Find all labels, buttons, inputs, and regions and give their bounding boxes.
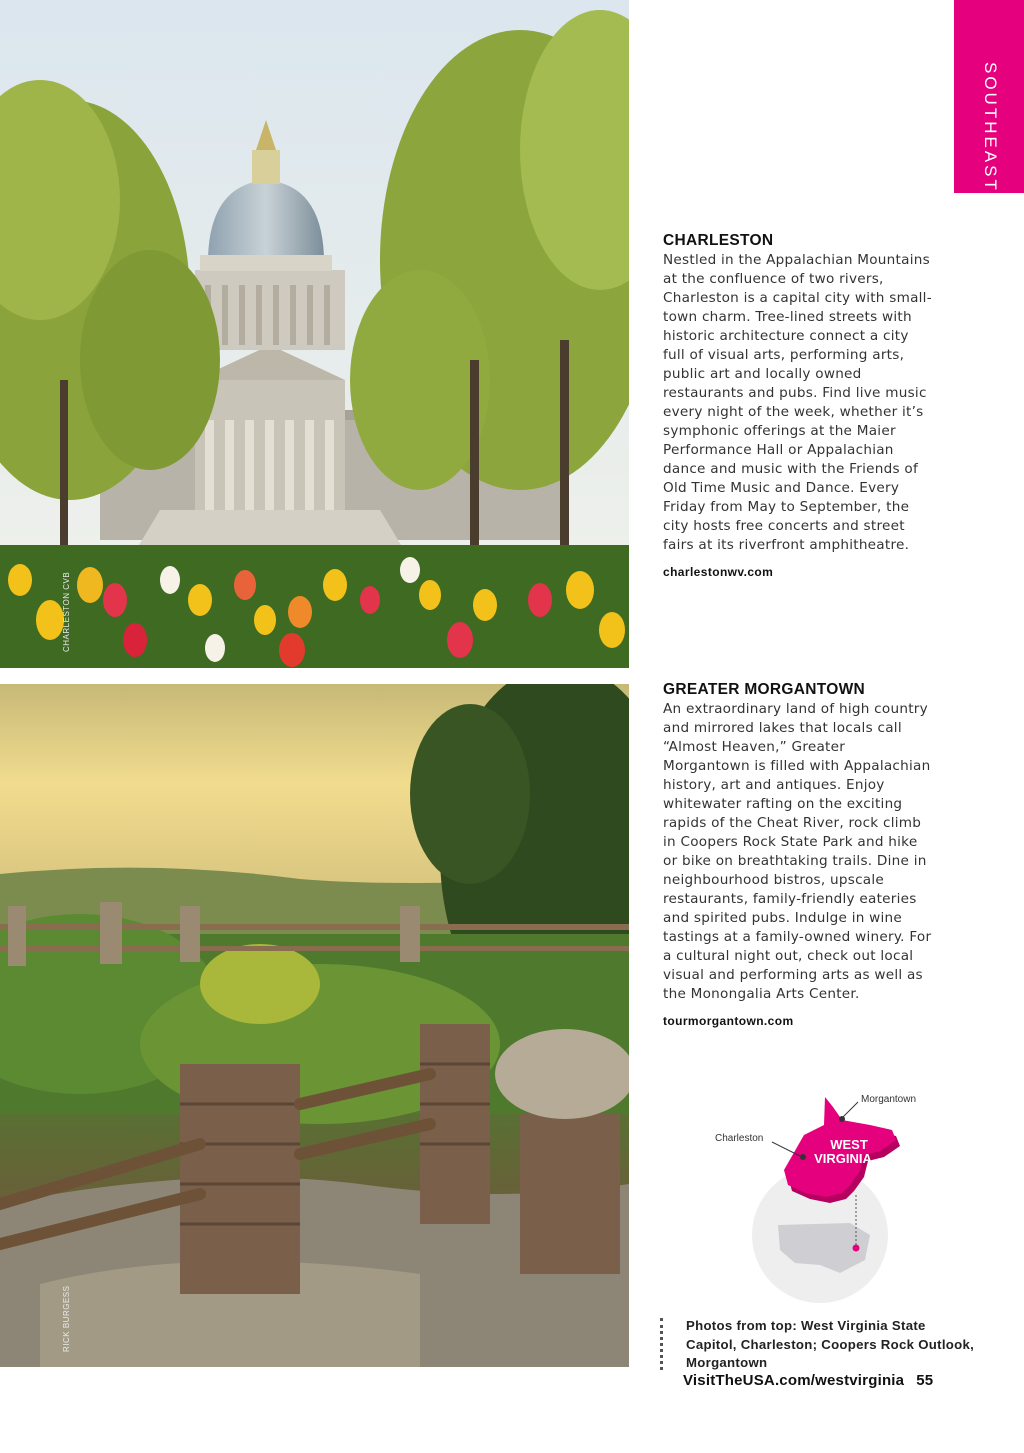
- photo-credit-bottom: RICK BURGESS: [62, 1285, 71, 1352]
- photo-caption: Photos from top: West Virginia State Capitol, Charleston; Coopers Rock Outlook, Morgantown: [686, 1318, 975, 1370]
- article-title: CHARLESTON: [663, 232, 774, 249]
- coopers-rock-photo: [0, 684, 629, 1367]
- capitol-photo: [0, 0, 629, 668]
- article-link[interactable]: charlestonwv.com: [663, 565, 774, 579]
- photo-credit-top: CHARLESTON CVB: [62, 571, 71, 652]
- section-tab-label: SOUTHEAST: [981, 62, 1000, 193]
- page-number: 55: [916, 1372, 934, 1389]
- article-morgantown: [663, 681, 933, 1028]
- article-body: An extraordinary land of high country and mirrored lakes that locals call “Almost Heaven,” Greater Morgantown is filled with Appalachian history, art and antiques. Enjoy whitewater rafting on the exciting rapids of the Cheat River, rock climb in Coopers Rock State Park and hike or bike on breathtaking trails. Dine in neighbourhood bistros, upscale restaurants, family-friendly eateries and spirited pubs. Indulge in wine tastings at a family-owned winery. For a cultural night out, check out local visual and performing arts as well as the Monongalia Arts Center.: [663, 701, 932, 1002]
- article-charleston: [663, 232, 933, 579]
- locator-map: [700, 1085, 960, 1315]
- caption-dots: [660, 1318, 664, 1370]
- page-footer: [683, 1372, 933, 1389]
- map-label-charleston: Charleston: [715, 1133, 764, 1144]
- article-title: GREATER MORGANTOWN: [663, 681, 866, 698]
- article-body: Nestled in the Appalachian Mountains at the confluence of two rivers, Charleston is a capital city with small-town charm. Tree-lined streets with historic architecture connect a city full of visual arts, performing arts, public art and locally owned restaurants and pubs. Find live music every night of the week, whether it’s symphonic offerings at the Maier Performance Hall or Appalachian dance and music with the Friends of Old Time Music and Dance. Every Friday from May to September, the city hosts free concerts and street fairs at its riverfront amphitheatre.: [663, 252, 932, 553]
- map-label-morgantown: Morgantown: [861, 1094, 917, 1105]
- map-state-line2: VIRGINIA: [814, 1151, 872, 1166]
- map-state-line1: WEST: [830, 1137, 868, 1152]
- location-dot: [853, 1245, 860, 1252]
- section-tab[interactable]: [954, 0, 1024, 193]
- article-link[interactable]: tourmorgantown.com: [663, 1014, 794, 1028]
- footer-site[interactable]: VisitTheUSA.com/westvirginia: [683, 1372, 905, 1389]
